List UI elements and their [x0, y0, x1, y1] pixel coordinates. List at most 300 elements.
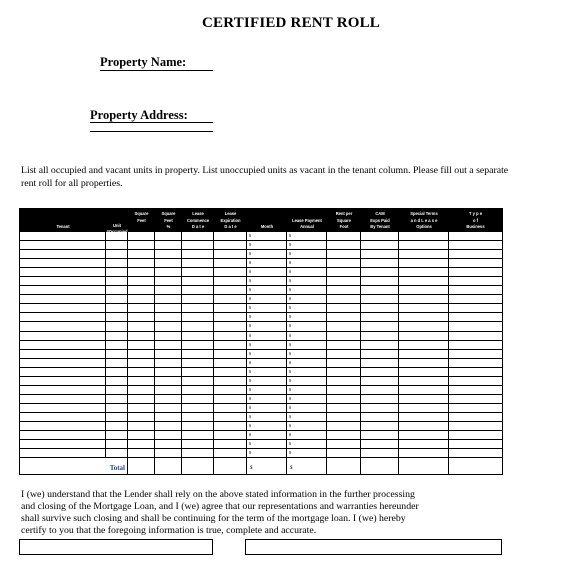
table-cell[interactable] — [182, 259, 214, 267]
table-cell[interactable] — [399, 304, 449, 312]
table-cell[interactable] — [106, 350, 128, 358]
table-cell[interactable] — [20, 295, 106, 303]
table-cell[interactable] — [155, 332, 182, 340]
table-cell[interactable] — [247, 413, 287, 421]
table-cell[interactable] — [247, 295, 287, 303]
table-cell[interactable] — [20, 322, 106, 330]
table-cell[interactable] — [327, 386, 361, 394]
table-cell[interactable] — [399, 268, 449, 276]
table-cell[interactable] — [287, 341, 327, 349]
table-cell[interactable] — [449, 268, 502, 276]
table-cell[interactable] — [155, 404, 182, 412]
table-cell[interactable] — [327, 341, 361, 349]
table-cell[interactable] — [247, 268, 287, 276]
table-cell[interactable] — [449, 422, 502, 430]
table-cell[interactable] — [128, 277, 155, 285]
table-cell[interactable] — [247, 277, 287, 285]
table-cell[interactable] — [247, 259, 287, 267]
table-cell[interactable] — [106, 232, 128, 240]
table-cell[interactable] — [327, 377, 361, 385]
table-cell[interactable] — [128, 250, 155, 258]
table-cell[interactable] — [214, 386, 247, 394]
table-cell[interactable] — [106, 368, 128, 376]
table-cell[interactable] — [449, 368, 502, 376]
table-cell[interactable] — [128, 431, 155, 439]
table-cell[interactable] — [361, 350, 399, 358]
table-cell[interactable] — [20, 449, 106, 457]
table-cell[interactable] — [361, 232, 399, 240]
table-cell[interactable] — [214, 440, 247, 448]
table-cell[interactable] — [128, 377, 155, 385]
table-cell[interactable] — [20, 350, 106, 358]
table-cell[interactable] — [287, 332, 327, 340]
table-cell[interactable] — [182, 295, 214, 303]
table-cell[interactable] — [128, 313, 155, 321]
table-cell[interactable] — [247, 404, 287, 412]
table-cell[interactable] — [399, 286, 449, 294]
table-cell[interactable] — [214, 322, 247, 330]
table-cell[interactable] — [20, 395, 106, 403]
table-cell[interactable] — [327, 322, 361, 330]
table-cell[interactable] — [361, 386, 399, 394]
table-cell[interactable] — [214, 431, 247, 439]
table-cell[interactable] — [106, 395, 128, 403]
table-cell[interactable] — [182, 395, 214, 403]
table-cell[interactable] — [287, 377, 327, 385]
table-cell[interactable] — [247, 241, 287, 249]
table-cell[interactable] — [449, 332, 502, 340]
table-cell[interactable] — [449, 313, 502, 321]
table-cell[interactable] — [214, 332, 247, 340]
table-cell[interactable] — [247, 368, 287, 376]
table-cell[interactable] — [106, 431, 128, 439]
table-cell[interactable] — [155, 277, 182, 285]
table-cell[interactable] — [128, 232, 155, 240]
table-cell[interactable] — [20, 422, 106, 430]
table-cell[interactable] — [399, 377, 449, 385]
table-cell[interactable] — [128, 350, 155, 358]
table-cell[interactable] — [182, 350, 214, 358]
table-cell[interactable] — [155, 232, 182, 240]
table-cell[interactable] — [327, 268, 361, 276]
table-cell[interactable] — [182, 277, 214, 285]
table-cell[interactable] — [399, 422, 449, 430]
table-cell[interactable] — [327, 250, 361, 258]
table-cell[interactable] — [106, 295, 128, 303]
table-cell[interactable] — [399, 359, 449, 367]
table-cell[interactable] — [287, 232, 327, 240]
table-cell[interactable] — [106, 341, 128, 349]
table-cell[interactable] — [20, 413, 106, 421]
table-cell[interactable] — [361, 341, 399, 349]
table-cell[interactable] — [449, 322, 502, 330]
table-cell[interactable] — [182, 404, 214, 412]
table-cell[interactable] — [155, 440, 182, 448]
table-cell[interactable] — [287, 449, 327, 457]
table-cell[interactable] — [327, 413, 361, 421]
table-cell[interactable] — [361, 295, 399, 303]
table-cell[interactable] — [449, 449, 502, 457]
table-cell[interactable] — [287, 241, 327, 249]
table-cell[interactable] — [20, 304, 106, 312]
table-cell[interactable] — [128, 404, 155, 412]
table-cell[interactable] — [214, 368, 247, 376]
table-cell[interactable] — [361, 268, 399, 276]
property-address-field[interactable] — [90, 131, 213, 132]
table-cell[interactable] — [287, 286, 327, 294]
table-cell[interactable] — [361, 332, 399, 340]
table-cell[interactable] — [449, 341, 502, 349]
table-cell[interactable] — [214, 286, 247, 294]
table-cell[interactable] — [20, 440, 106, 448]
table-cell[interactable] — [20, 377, 106, 385]
table-cell[interactable] — [247, 286, 287, 294]
table-cell[interactable] — [214, 359, 247, 367]
table-cell[interactable] — [327, 286, 361, 294]
table-cell[interactable] — [182, 386, 214, 394]
table-cell[interactable] — [449, 386, 502, 394]
table-cell[interactable] — [182, 413, 214, 421]
table-cell[interactable] — [327, 277, 361, 285]
table-cell[interactable] — [327, 241, 361, 249]
table-cell[interactable] — [399, 404, 449, 412]
table-cell[interactable] — [247, 449, 287, 457]
total-cell[interactable] — [247, 458, 287, 474]
table-cell[interactable] — [399, 232, 449, 240]
table-cell[interactable] — [399, 250, 449, 258]
table-cell[interactable] — [106, 422, 128, 430]
table-cell[interactable] — [449, 350, 502, 358]
table-cell[interactable] — [361, 322, 399, 330]
table-cell[interactable] — [399, 259, 449, 267]
table-cell[interactable] — [106, 332, 128, 340]
table-cell[interactable] — [155, 422, 182, 430]
table-cell[interactable] — [287, 395, 327, 403]
table-cell[interactable] — [327, 304, 361, 312]
table-cell[interactable] — [214, 268, 247, 276]
table-cell[interactable] — [327, 332, 361, 340]
table-cell[interactable] — [128, 449, 155, 457]
table-cell[interactable] — [287, 277, 327, 285]
table-cell[interactable] — [106, 449, 128, 457]
table-cell[interactable] — [182, 313, 214, 321]
table-cell[interactable] — [449, 286, 502, 294]
table-cell[interactable] — [155, 313, 182, 321]
table-cell[interactable] — [128, 440, 155, 448]
table-cell[interactable] — [214, 241, 247, 249]
table-cell[interactable] — [106, 413, 128, 421]
table-cell[interactable] — [106, 304, 128, 312]
table-cell[interactable] — [247, 313, 287, 321]
table-cell[interactable] — [20, 386, 106, 394]
table-cell[interactable] — [327, 350, 361, 358]
table-cell[interactable] — [361, 449, 399, 457]
table-cell[interactable] — [287, 422, 327, 430]
table-cell[interactable] — [247, 350, 287, 358]
table-cell[interactable] — [247, 250, 287, 258]
table-cell[interactable] — [20, 313, 106, 321]
table-cell[interactable] — [327, 313, 361, 321]
table-cell[interactable] — [361, 413, 399, 421]
table-cell[interactable] — [399, 386, 449, 394]
table-cell[interactable] — [214, 304, 247, 312]
table-cell[interactable] — [155, 386, 182, 394]
table-cell[interactable] — [214, 313, 247, 321]
table-cell[interactable] — [327, 404, 361, 412]
table-cell[interactable] — [247, 232, 287, 240]
table-cell[interactable] — [106, 286, 128, 294]
table-cell[interactable] — [327, 422, 361, 430]
table-cell[interactable] — [155, 413, 182, 421]
table-cell[interactable] — [287, 295, 327, 303]
table-cell[interactable] — [287, 259, 327, 267]
table-cell[interactable] — [361, 277, 399, 285]
table-cell[interactable] — [128, 386, 155, 394]
table-cell[interactable] — [361, 422, 399, 430]
table-cell[interactable] — [106, 268, 128, 276]
table-cell[interactable] — [128, 359, 155, 367]
table-cell[interactable] — [128, 341, 155, 349]
table-cell[interactable] — [361, 241, 399, 249]
table-cell[interactable] — [182, 431, 214, 439]
table-cell[interactable] — [449, 277, 502, 285]
table-cell[interactable] — [247, 431, 287, 439]
table-cell[interactable] — [106, 359, 128, 367]
table-cell[interactable] — [214, 250, 247, 258]
table-cell[interactable] — [399, 277, 449, 285]
table-cell[interactable] — [361, 250, 399, 258]
table-cell[interactable] — [399, 440, 449, 448]
table-cell[interactable] — [155, 395, 182, 403]
table-cell[interactable] — [399, 322, 449, 330]
table-cell[interactable] — [327, 395, 361, 403]
table-cell[interactable] — [155, 350, 182, 358]
table-cell[interactable] — [214, 404, 247, 412]
table-cell[interactable] — [106, 313, 128, 321]
table-cell[interactable] — [399, 341, 449, 349]
table-cell[interactable] — [327, 232, 361, 240]
table-cell[interactable] — [20, 431, 106, 439]
table-cell[interactable] — [106, 250, 128, 258]
table-cell[interactable] — [182, 250, 214, 258]
table-cell[interactable] — [155, 341, 182, 349]
table-cell[interactable] — [155, 368, 182, 376]
table-cell[interactable] — [247, 304, 287, 312]
table-cell[interactable] — [214, 449, 247, 457]
table-cell[interactable] — [182, 449, 214, 457]
table-cell[interactable] — [20, 286, 106, 294]
table-cell[interactable] — [155, 241, 182, 249]
table-cell[interactable] — [155, 259, 182, 267]
table-cell[interactable] — [449, 250, 502, 258]
table-cell[interactable] — [128, 268, 155, 276]
table-cell[interactable] — [399, 395, 449, 403]
table-cell[interactable] — [155, 286, 182, 294]
table-cell[interactable] — [128, 322, 155, 330]
table-cell[interactable] — [287, 350, 327, 358]
table-cell[interactable] — [327, 359, 361, 367]
table-cell[interactable] — [361, 431, 399, 439]
table-cell[interactable] — [287, 440, 327, 448]
table-cell[interactable] — [155, 295, 182, 303]
table-cell[interactable] — [214, 413, 247, 421]
table-cell[interactable] — [287, 413, 327, 421]
table-cell[interactable] — [287, 359, 327, 367]
table-cell[interactable] — [20, 259, 106, 267]
table-cell[interactable] — [128, 259, 155, 267]
table-cell[interactable] — [247, 386, 287, 394]
table-cell[interactable] — [361, 286, 399, 294]
table-cell[interactable] — [20, 368, 106, 376]
table-cell[interactable] — [155, 322, 182, 330]
table-cell[interactable] — [287, 322, 327, 330]
table-cell[interactable] — [182, 422, 214, 430]
table-cell[interactable] — [214, 295, 247, 303]
table-cell[interactable] — [106, 322, 128, 330]
table-cell[interactable] — [128, 304, 155, 312]
table-cell[interactable] — [106, 259, 128, 267]
table-cell[interactable] — [182, 286, 214, 294]
table-cell[interactable] — [361, 368, 399, 376]
table-cell[interactable] — [361, 440, 399, 448]
table-cell[interactable] — [399, 350, 449, 358]
table-cell[interactable] — [20, 341, 106, 349]
table-cell[interactable] — [106, 386, 128, 394]
table-cell[interactable] — [287, 368, 327, 376]
table-cell[interactable] — [247, 395, 287, 403]
table-cell[interactable] — [449, 440, 502, 448]
table-cell[interactable] — [106, 241, 128, 249]
table-cell[interactable] — [20, 268, 106, 276]
table-cell[interactable] — [106, 404, 128, 412]
table-cell[interactable] — [155, 268, 182, 276]
table-cell[interactable] — [327, 368, 361, 376]
table-cell[interactable] — [399, 431, 449, 439]
table-cell[interactable] — [20, 250, 106, 258]
table-cell[interactable] — [247, 359, 287, 367]
table-cell[interactable] — [20, 404, 106, 412]
table-cell[interactable] — [361, 304, 399, 312]
table-cell[interactable] — [247, 341, 287, 349]
table-cell[interactable] — [449, 431, 502, 439]
table-cell[interactable] — [182, 377, 214, 385]
signature-box-left[interactable] — [19, 539, 213, 555]
table-cell[interactable] — [449, 241, 502, 249]
table-cell[interactable] — [214, 232, 247, 240]
table-cell[interactable] — [287, 304, 327, 312]
table-cell[interactable] — [182, 322, 214, 330]
table-cell[interactable] — [155, 377, 182, 385]
table-cell[interactable] — [214, 377, 247, 385]
table-cell[interactable] — [361, 359, 399, 367]
table-cell[interactable] — [214, 395, 247, 403]
table-cell[interactable] — [128, 422, 155, 430]
table-cell[interactable] — [449, 377, 502, 385]
table-cell[interactable] — [214, 350, 247, 358]
table-cell[interactable] — [361, 404, 399, 412]
table-cell[interactable] — [182, 304, 214, 312]
table-cell[interactable] — [20, 232, 106, 240]
table-cell[interactable] — [247, 422, 287, 430]
table-cell[interactable] — [155, 304, 182, 312]
table-cell[interactable] — [449, 304, 502, 312]
table-cell[interactable] — [399, 368, 449, 376]
table-cell[interactable] — [182, 341, 214, 349]
table-cell[interactable] — [128, 413, 155, 421]
table-cell[interactable] — [182, 368, 214, 376]
table-cell[interactable] — [182, 268, 214, 276]
table-cell[interactable] — [287, 404, 327, 412]
table-cell[interactable] — [128, 241, 155, 249]
total-cell[interactable] — [287, 458, 327, 474]
table-cell[interactable] — [155, 431, 182, 439]
table-cell[interactable] — [399, 295, 449, 303]
table-cell[interactable] — [287, 250, 327, 258]
table-cell[interactable] — [399, 332, 449, 340]
table-cell[interactable] — [128, 368, 155, 376]
table-cell[interactable] — [399, 449, 449, 457]
table-cell[interactable] — [361, 259, 399, 267]
table-cell[interactable] — [182, 232, 214, 240]
table-cell[interactable] — [287, 313, 327, 321]
table-cell[interactable] — [214, 277, 247, 285]
table-cell[interactable] — [247, 322, 287, 330]
table-cell[interactable] — [449, 295, 502, 303]
table-cell[interactable] — [20, 241, 106, 249]
table-cell[interactable] — [399, 413, 449, 421]
table-cell[interactable] — [327, 295, 361, 303]
table-cell[interactable] — [182, 440, 214, 448]
table-cell[interactable] — [20, 277, 106, 285]
table-cell[interactable] — [182, 359, 214, 367]
table-cell[interactable] — [327, 449, 361, 457]
table-cell[interactable] — [128, 332, 155, 340]
table-cell[interactable] — [449, 404, 502, 412]
table-cell[interactable] — [361, 395, 399, 403]
table-cell[interactable] — [106, 377, 128, 385]
table-cell[interactable] — [449, 259, 502, 267]
table-cell[interactable] — [449, 232, 502, 240]
table-cell[interactable] — [214, 341, 247, 349]
table-cell[interactable] — [128, 286, 155, 294]
table-cell[interactable] — [247, 332, 287, 340]
table-cell[interactable] — [327, 259, 361, 267]
table-cell[interactable] — [128, 295, 155, 303]
table-cell[interactable] — [287, 431, 327, 439]
table-cell[interactable] — [155, 449, 182, 457]
table-cell[interactable] — [182, 241, 214, 249]
table-cell[interactable] — [106, 277, 128, 285]
table-cell[interactable] — [399, 241, 449, 249]
table-cell[interactable] — [182, 332, 214, 340]
table-cell[interactable] — [399, 313, 449, 321]
table-cell[interactable] — [155, 250, 182, 258]
table-cell[interactable] — [287, 386, 327, 394]
table-cell[interactable] — [361, 377, 399, 385]
table-cell[interactable] — [20, 332, 106, 340]
table-cell[interactable] — [449, 413, 502, 421]
table-cell[interactable] — [361, 313, 399, 321]
signature-box-right[interactable] — [245, 539, 502, 555]
table-cell[interactable] — [214, 259, 247, 267]
table-cell[interactable] — [155, 359, 182, 367]
table-cell[interactable] — [247, 440, 287, 448]
table-cell[interactable] — [20, 359, 106, 367]
table-cell[interactable] — [287, 268, 327, 276]
table-cell[interactable] — [327, 440, 361, 448]
table-cell[interactable] — [247, 377, 287, 385]
table-cell[interactable] — [327, 431, 361, 439]
